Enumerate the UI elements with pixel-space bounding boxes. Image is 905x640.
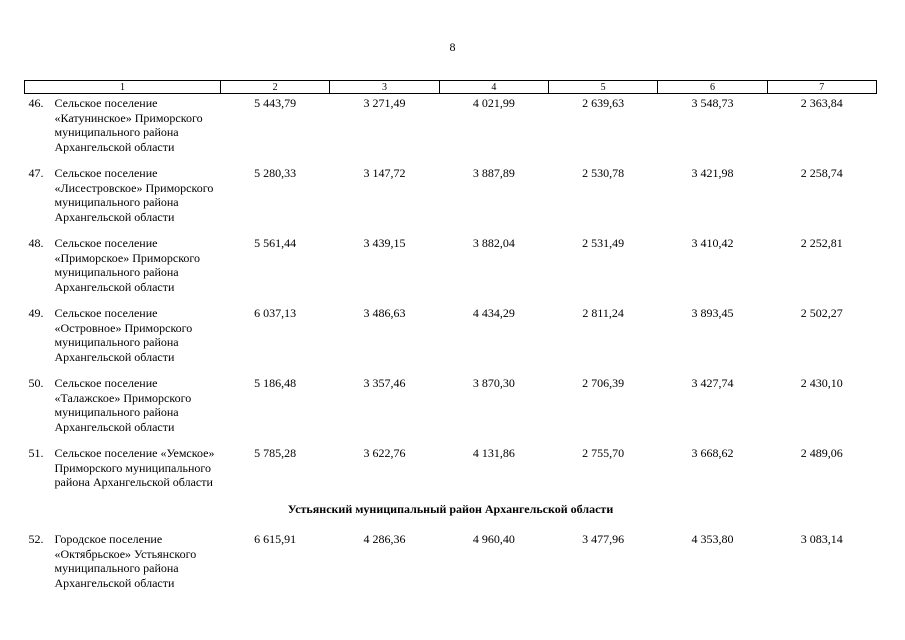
value-cell: 3 486,63 [363,306,406,320]
value-cell: 5 443,79 [254,96,297,110]
settlement-name: Сельское поселение «Приморское» Приморского муниципального района Архангельской области [54,236,201,294]
value-cell: 2 363,84 [800,96,843,110]
settlement-cell [25,374,221,444]
settlement-cell [25,164,221,234]
column-header: 5 [548,81,657,94]
table-row [25,94,877,165]
value-cell: 3 410,42 [691,236,734,250]
value-cell: 2 252,81 [800,236,843,250]
column-header: 4 [439,81,548,94]
value-cell: 2 502,27 [800,306,843,320]
value-cell: 5 280,33 [254,166,297,180]
value-cell: 2 811,24 [582,306,624,320]
value-cell: 2 489,06 [800,446,843,460]
value-cell: 3 271,49 [363,96,406,110]
settlement-name: Сельское поселение «Талажское» Приморского муниципального района Архангельской области [54,376,192,434]
column-header: 7 [767,81,876,94]
settlement-cell [25,234,221,304]
table-row [25,164,877,234]
value-cell: 6 615,91 [254,532,297,546]
row-index: 50. [28,376,44,390]
value-cell: 2 258,74 [800,166,843,180]
value-cell: 4 286,36 [363,532,406,546]
row-index: 46. [28,96,44,110]
row-index: 47. [28,166,44,180]
value-cell: 3 083,14 [800,532,843,546]
settlement-cell [25,444,221,500]
value-cell: 3 427,74 [691,376,734,390]
value-cell: 3 147,72 [363,166,406,180]
settlement-cell [25,304,221,374]
column-header-row [25,81,877,94]
value-cell: 3 893,45 [691,306,734,320]
table-row [25,234,877,304]
column-header: 2 [221,81,330,94]
row-index: 52. [28,532,44,546]
value-cell: 2 531,49 [582,236,625,250]
value-cell: 2 639,63 [582,96,625,110]
row-index: 49. [28,306,44,320]
value-cell: 4 131,86 [472,446,515,460]
table-row [25,304,877,374]
page-number: 8 [449,40,456,54]
settlement-cell [25,94,221,165]
value-cell: 3 439,15 [363,236,406,250]
settlement-name: Сельское поселение «Островное» Приморского муниципального района Архангельской области [54,306,193,364]
column-header: 1 [25,81,221,94]
settlement-name: Городское поселение «Октябрьское» Устьянского муниципального района Архангельской области [54,532,197,590]
table-row [25,530,877,600]
value-cell: 6 037,13 [254,306,297,320]
settlement-name: Сельское поселение «Уемское» Приморского муниципального района Архангельской области [54,446,215,489]
value-cell: 3 668,62 [691,446,734,460]
column-header: 3 [330,81,439,94]
value-cell: 4 960,40 [472,532,515,546]
section-heading: Устьянский муниципальный район Архангельской области [287,501,614,516]
value-cell: 3 548,73 [691,96,734,110]
column-header: 6 [658,81,767,94]
value-cell: 3 421,98 [691,166,734,180]
table-row [25,444,877,500]
value-cell: 3 870,30 [472,376,515,390]
row-index: 51. [28,446,44,460]
settlement-name: Сельское поселение «Катунинское» Приморского муниципального района Архангельской области [54,96,203,154]
data-table [24,80,877,600]
table-row [25,374,877,444]
value-cell: 4 434,29 [472,306,515,320]
value-cell: 3 622,76 [363,446,406,460]
value-cell: 5 561,44 [254,236,297,250]
value-cell: 5 785,28 [254,446,297,460]
value-cell: 4 353,80 [691,532,734,546]
row-index: 48. [28,236,44,250]
value-cell: 3 357,46 [363,376,406,390]
value-cell: 3 477,96 [582,532,625,546]
value-cell: 4 021,99 [472,96,515,110]
settlement-cell [25,530,221,600]
value-cell: 3 882,04 [472,236,515,250]
value-cell: 2 530,78 [582,166,625,180]
section-heading-row [25,500,877,531]
value-cell: 2 430,10 [800,376,843,390]
value-cell: 3 887,89 [472,166,515,180]
value-cell: 2 755,70 [582,446,625,460]
value-cell: 2 706,39 [582,376,625,390]
value-cell: 5 186,48 [254,376,297,390]
settlement-name: Сельское поселение «Лисестровское» Приморского муниципального района Архангельской области [54,166,214,224]
